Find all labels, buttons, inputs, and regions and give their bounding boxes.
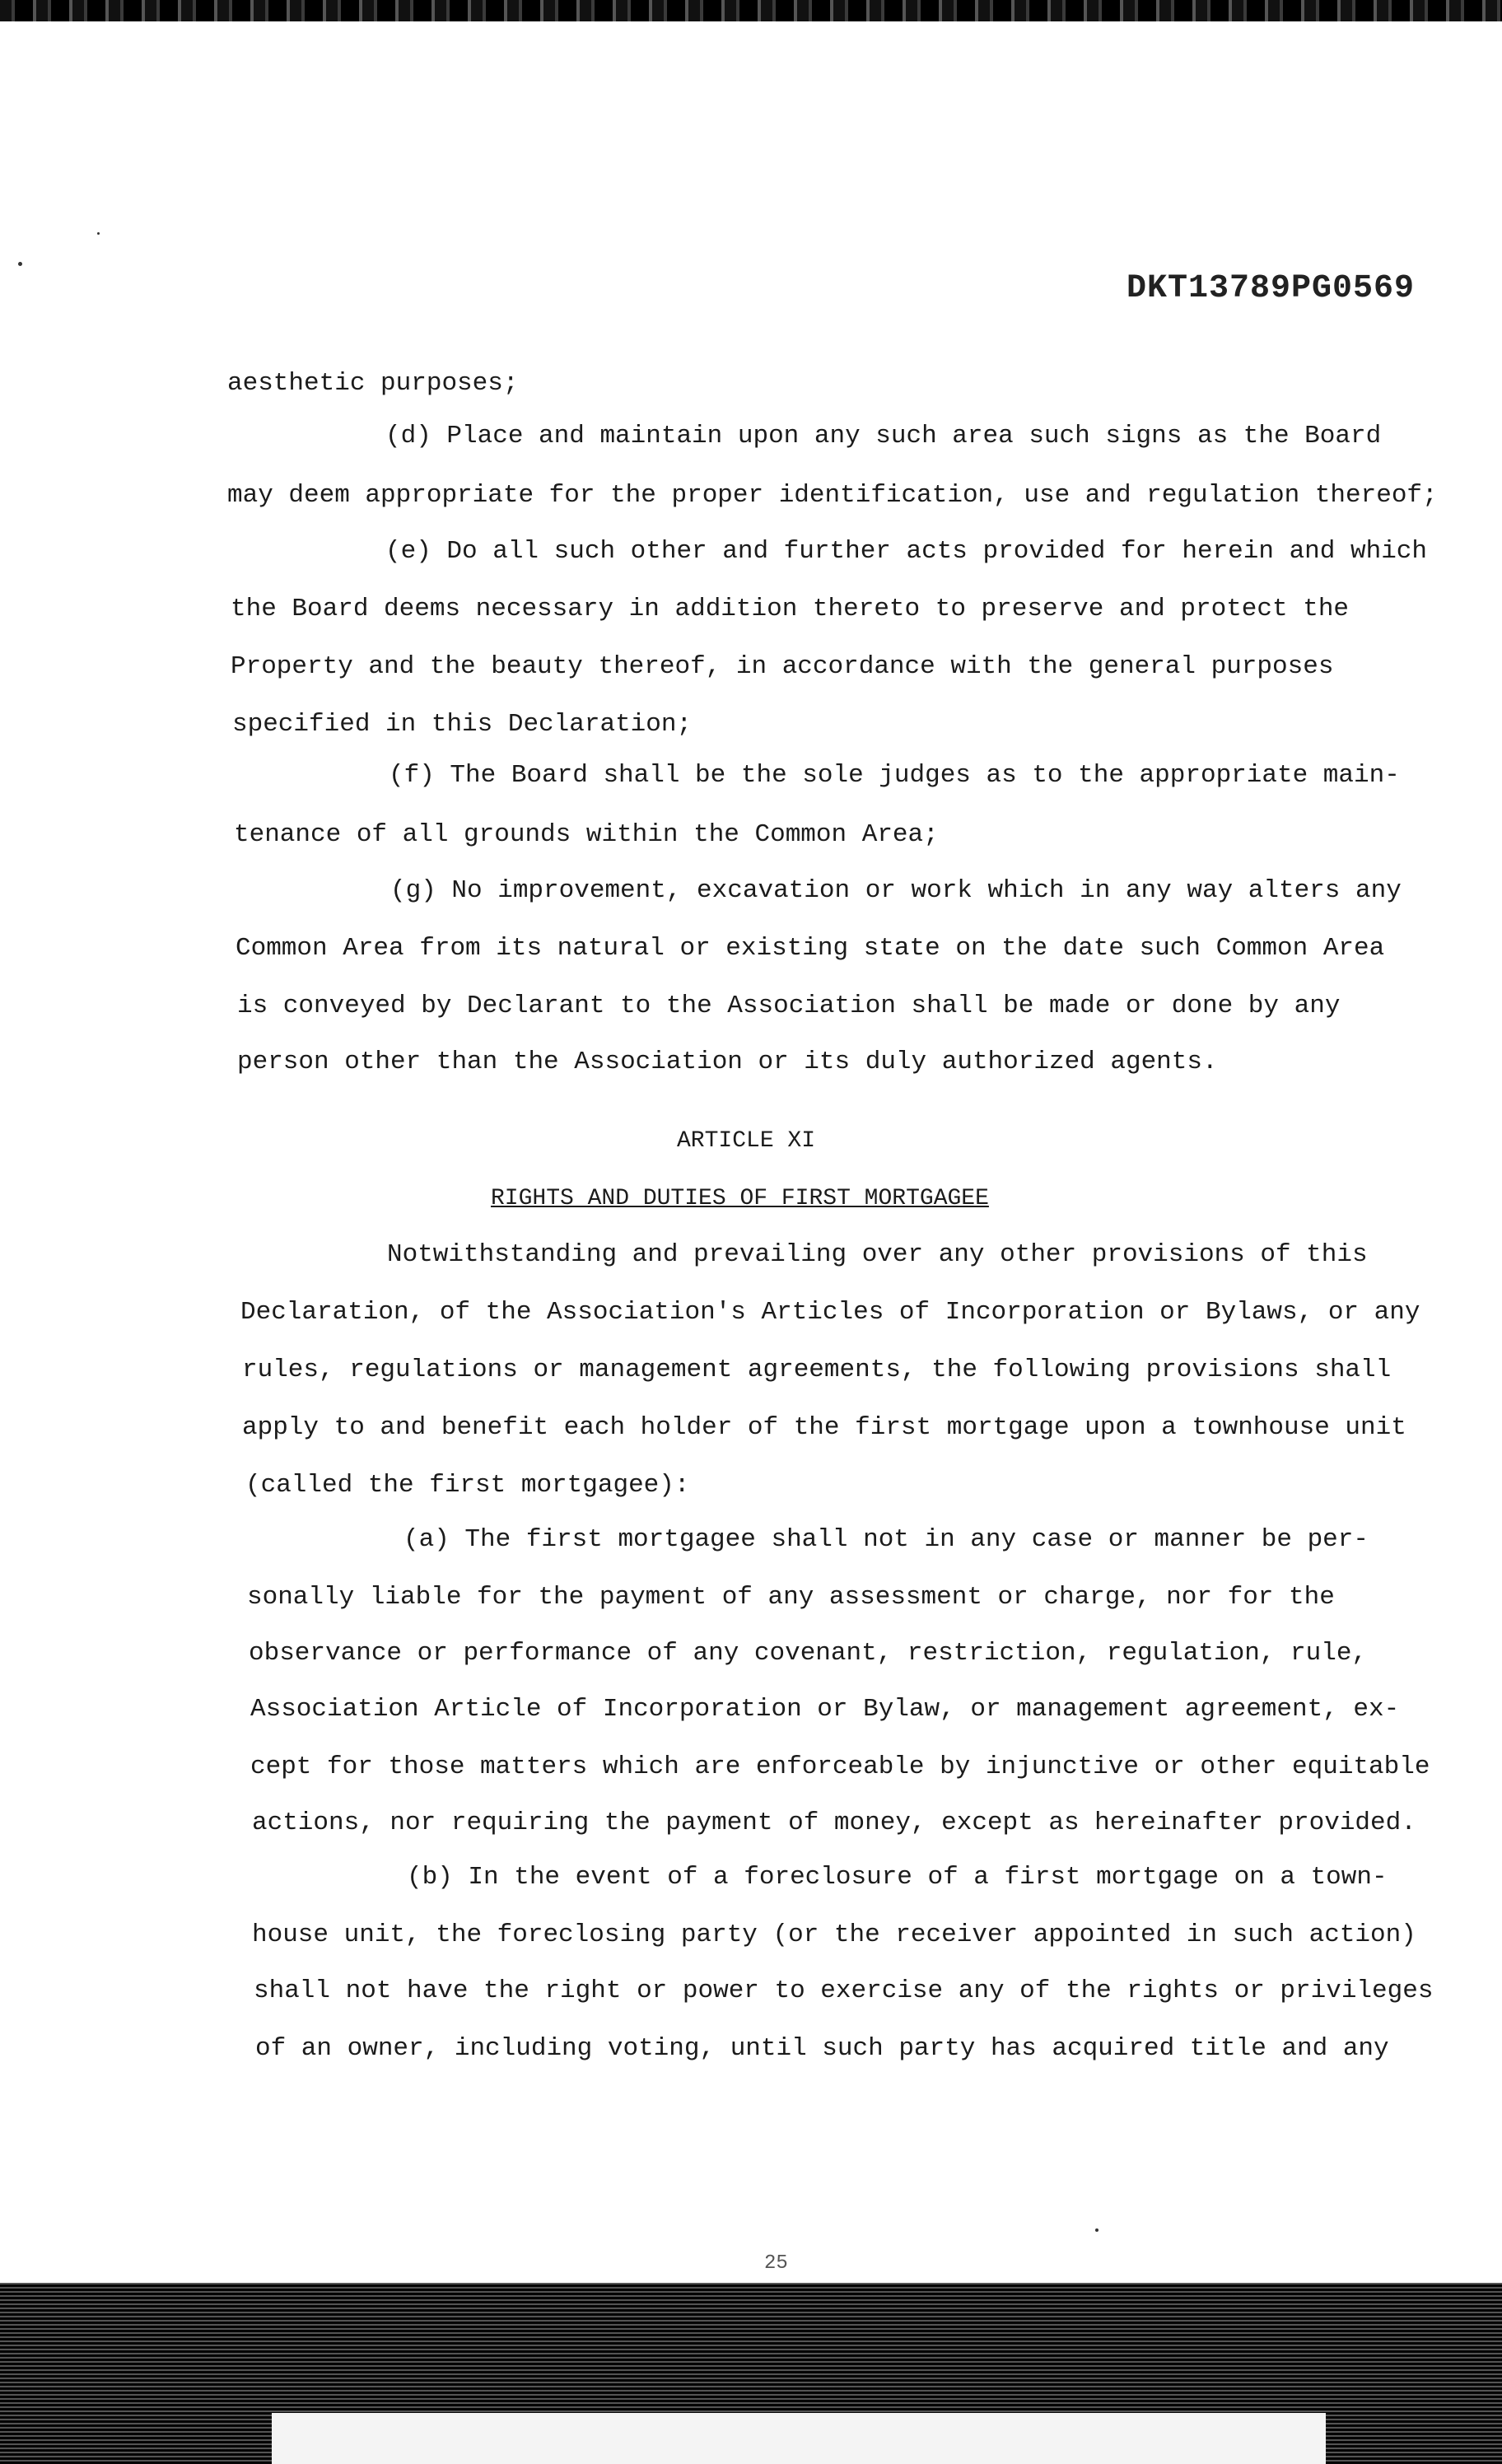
scan-speck (18, 262, 22, 266)
text-line: Declaration, of the Association's Articles of Incorporation or Bylaws, or any (240, 1298, 1420, 1327)
text-line: may deem appropriate for the proper identification, use and regulation thereof; (227, 481, 1438, 510)
article-heading: ARTICLE XI (677, 1128, 816, 1154)
text-line: of an owner, including voting, until such party has acquired title and any (255, 2034, 1389, 2063)
text-line: Association Article of Incorporation or Bylaw, or management agreement, ex- (250, 1695, 1400, 1724)
page-number: 25 (764, 2252, 788, 2275)
paragraph-b-line: (b) In the event of a foreclosure of a first mortgage on a town- (407, 1863, 1388, 1892)
scan-speck (97, 232, 100, 235)
paragraph-a-line: (a) The first mortgagee shall not in any case or manner be per- (403, 1525, 1369, 1554)
text-line: is conveyed by Declarant to the Association shall be made or done by any (237, 992, 1341, 1020)
paragraph-g-line: (g) No improvement, excavation or work which in any way alters any (390, 876, 1402, 905)
text-line: the Board deems necessary in addition thereto to preserve and protect the (231, 595, 1350, 623)
text-line: apply to and benefit each holder of the first mortgage upon a townhouse unit (242, 1413, 1406, 1442)
text-line: shall not have the right or power to exercise any of the rights or privileges (254, 1976, 1434, 2005)
article-title: RIGHTS AND DUTIES OF FIRST MORTGAGEE (491, 1186, 989, 1211)
paragraph-e-line: (e) Do all such other and further acts provided for herein and which (385, 537, 1428, 566)
text-line: tenance of all grounds within the Common Area; (234, 820, 939, 849)
text-line: Common Area from its natural or existing state on the date such Common Area (236, 934, 1385, 963)
text-line: (called the first mortgagee): (245, 1471, 690, 1500)
paragraph-intro-line: Notwithstanding and prevailing over any other provisions of this (387, 1240, 1368, 1269)
text-line: cept for those matters which are enforceable by injunctive or other equitable (250, 1752, 1430, 1781)
scan-speck (1095, 2228, 1099, 2232)
scan-border-top (0, 0, 1502, 21)
text-line: person other than the Association or its duly authorized agents. (237, 1048, 1218, 1076)
text-line: Property and the beauty thereof, in accordance with the general purposes (231, 652, 1334, 681)
paragraph-d-line: (d) Place and maintain upon any such area such signs as the Board (385, 422, 1382, 450)
text-line: rules, regulations or management agreements, the following provisions shall (242, 1356, 1392, 1384)
document-page-id: DKT13789PG0569 (1126, 270, 1416, 307)
text-line: aesthetic purposes; (227, 369, 519, 398)
text-line: sonally liable for the payment of any assessment or charge, nor for the (247, 1583, 1335, 1612)
scan-border-bottom-light-strip (272, 2413, 1326, 2464)
text-line: observance or performance of any covenant, restriction, regulation, rule, (249, 1639, 1368, 1668)
text-line: specified in this Declaration; (232, 710, 693, 739)
paragraph-f-line: (f) The Board shall be the sole judges as to the appropriate main- (389, 761, 1400, 790)
text-line: actions, nor requiring the payment of money, except as hereinafter provided. (252, 1808, 1416, 1837)
text-line: house unit, the foreclosing party (or the receiver appointed in such action) (252, 1920, 1416, 1949)
